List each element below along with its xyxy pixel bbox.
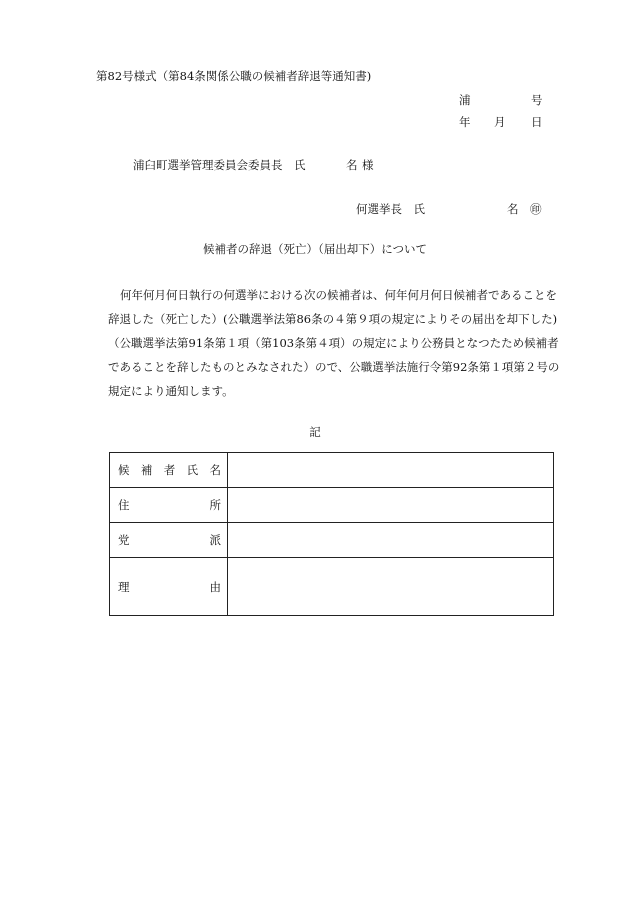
label-char: 派 bbox=[209, 533, 221, 547]
table-row-reason bbox=[110, 558, 554, 616]
date-year: 年 bbox=[459, 115, 471, 129]
body-line: （公職選挙法第91条第１項（第103条第４項）の規定により公務員となつたため候補者 bbox=[108, 336, 559, 350]
date-month: 月 bbox=[494, 115, 506, 129]
date-day: 日 bbox=[531, 115, 543, 129]
label-char: 党 bbox=[118, 533, 130, 547]
label-char: 者 bbox=[163, 463, 176, 477]
body-line: 辞退した（死亡した）(公職選挙法第86条の４第９項の規定によりその届出を却下した) bbox=[108, 312, 558, 326]
candidate-details-table bbox=[109, 452, 554, 616]
table-row-party bbox=[110, 523, 554, 558]
value-address[interactable] bbox=[228, 488, 554, 523]
recipient-honorific: 様 bbox=[362, 158, 374, 172]
document-subject: 候補者の辞退（死亡）（届出却下）について bbox=[202, 242, 428, 256]
value-candidate-name[interactable] bbox=[228, 453, 554, 488]
label-char: 由 bbox=[209, 579, 221, 594]
document-number-prefix: 浦 bbox=[459, 93, 471, 107]
label-char: 補 bbox=[140, 463, 153, 477]
form-number: 第82号様式（第84条関係公職の候補者辞退等通知書) bbox=[96, 69, 372, 83]
recipient-name-suffix: 名 bbox=[346, 158, 358, 172]
seal-mark: ㊞ bbox=[530, 202, 542, 216]
ki-heading: 記 bbox=[309, 425, 321, 439]
sender-name-suffix: 名 bbox=[507, 202, 519, 216]
table-row-address bbox=[110, 488, 554, 523]
body-line: であることを辞したものとみなされた）ので、公職選挙法施行令第92条第１項第２号の bbox=[108, 360, 560, 374]
label-party bbox=[110, 523, 228, 558]
label-candidate-name bbox=[110, 453, 228, 488]
label-reason bbox=[110, 558, 228, 616]
recipient-name: 浦臼町選挙管理委員会委員長 氏 bbox=[133, 158, 306, 172]
body-line: 何年何月何日執行の何選挙における次の候補者は、何年何月何日候補者であることを bbox=[120, 288, 557, 302]
label-char: 候 bbox=[118, 463, 130, 477]
table-row-candidate-name bbox=[110, 453, 554, 488]
document-number-suffix: 号 bbox=[531, 93, 543, 107]
label-char: 所 bbox=[209, 498, 221, 512]
label-char: 理 bbox=[118, 579, 130, 594]
label-char: 住 bbox=[118, 498, 130, 512]
label-char: 氏 bbox=[186, 463, 199, 477]
label-address bbox=[110, 488, 228, 523]
sender-title: 何選挙長 氏 bbox=[356, 202, 425, 216]
value-reason[interactable] bbox=[228, 558, 554, 616]
label-char: 名 bbox=[209, 463, 221, 477]
value-party[interactable] bbox=[228, 523, 554, 558]
body-line: 規定により通知します。 bbox=[108, 384, 234, 398]
